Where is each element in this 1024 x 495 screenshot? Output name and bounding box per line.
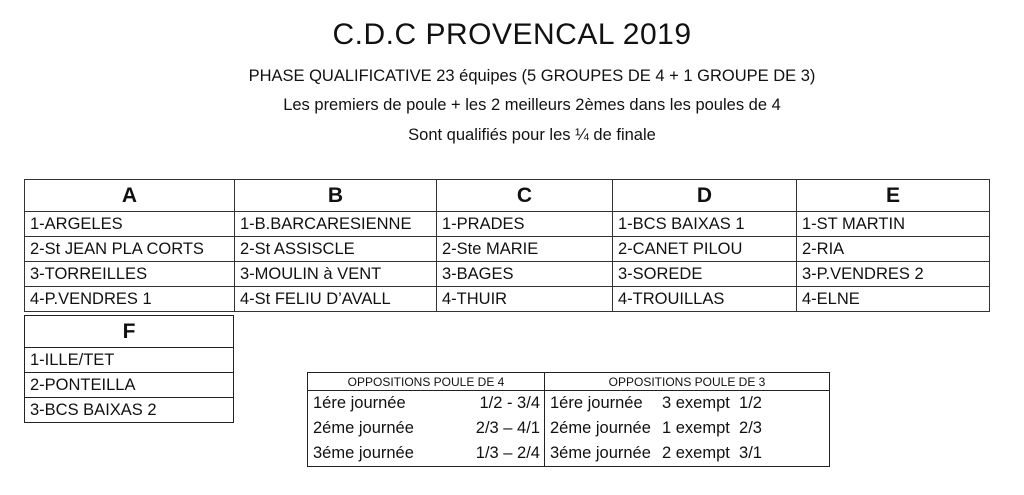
group-f-header-row bbox=[25, 316, 234, 348]
poule3-header: OPPOSITIONS POULE DE 3 bbox=[545, 373, 830, 391]
group-a-header: A bbox=[25, 180, 235, 212]
team-cell: 4-St FELIU D’AVALL bbox=[235, 287, 437, 312]
poule4-cell bbox=[308, 416, 545, 441]
poule3-cell bbox=[545, 391, 830, 417]
group-e-header: E bbox=[797, 180, 990, 212]
oppositions-table bbox=[307, 372, 830, 467]
subtitle-quarter-finals: Sont qualifiés pour les ¼ de finale bbox=[408, 126, 656, 144]
table-row bbox=[25, 373, 234, 398]
team-cell: 1-BCS BAIXAS 1 bbox=[613, 212, 797, 237]
team-cell: 2-CANET PILOU bbox=[613, 237, 797, 262]
subtitle-qualification-rule: Les premiers de poule + les 2 meilleurs 2èmes dans les poules de 4 bbox=[283, 96, 781, 114]
table-row bbox=[25, 212, 990, 237]
poule4-header: OPPOSITIONS POULE DE 4 bbox=[308, 373, 545, 391]
team-cell: 3-TORREILLES bbox=[25, 262, 235, 287]
table-row bbox=[308, 391, 830, 417]
table-row bbox=[25, 287, 990, 312]
day-label: 2éme journée bbox=[313, 419, 414, 437]
day-label: 3éme journée bbox=[313, 444, 414, 462]
team-cell: 3-SOREDE bbox=[613, 262, 797, 287]
poule3-cell bbox=[545, 441, 830, 467]
team-cell: 1-B.BARCARESIENNE bbox=[235, 212, 437, 237]
day-label: 3éme journée bbox=[550, 444, 651, 462]
table-row bbox=[25, 398, 234, 423]
table-row bbox=[25, 262, 990, 287]
match-value: 3 exempt 1/2 bbox=[662, 394, 762, 412]
team-cell: 3-BAGES bbox=[437, 262, 613, 287]
team-cell: 3-MOULIN à VENT bbox=[235, 262, 437, 287]
subtitle-phase: PHASE QUALIFICATIVE 23 équipes (5 GROUPES DE 4 + 1 GROUPE DE 3) bbox=[248, 67, 816, 85]
match-value: 2 exempt 3/1 bbox=[662, 444, 762, 462]
team-cell: 2-Ste MARIE bbox=[437, 237, 613, 262]
table-row bbox=[25, 348, 234, 373]
table-row bbox=[308, 441, 830, 467]
poule4-cell bbox=[308, 441, 545, 467]
day-label: 1ére journée bbox=[313, 394, 406, 412]
group-f-table bbox=[24, 315, 234, 423]
groups-table bbox=[24, 179, 990, 312]
team-cell: 2-RIA bbox=[797, 237, 990, 262]
team-cell: 2-PONTEILLA bbox=[25, 373, 234, 398]
team-cell: 3-BCS BAIXAS 2 bbox=[25, 398, 234, 423]
poule4-cell bbox=[308, 391, 545, 417]
match-value: 2/3 – 4/1 bbox=[475, 419, 540, 437]
team-cell: 1-ARGELES bbox=[25, 212, 235, 237]
group-b-header: B bbox=[235, 180, 437, 212]
oppositions-header-row bbox=[308, 373, 830, 391]
team-cell: 4-THUIR bbox=[437, 287, 613, 312]
match-value: 1 exempt 2/3 bbox=[662, 419, 762, 437]
team-cell: 3-P.VENDRES 2 bbox=[797, 262, 990, 287]
match-value: 1/3 – 2/4 bbox=[475, 444, 540, 462]
poule3-cell bbox=[545, 416, 830, 441]
match-value: 1/2 - 3/4 bbox=[479, 394, 540, 412]
group-c-header: C bbox=[437, 180, 613, 212]
document-title: C.D.C PROVENCAL 2019 bbox=[332, 18, 692, 51]
team-cell: 2-St ASSISCLE bbox=[235, 237, 437, 262]
group-f-header: F bbox=[25, 316, 234, 348]
table-row bbox=[308, 416, 830, 441]
table-row bbox=[25, 237, 990, 262]
team-cell: 1-ST MARTIN bbox=[797, 212, 990, 237]
groups-header-row bbox=[25, 180, 990, 212]
team-cell: 1-PRADES bbox=[437, 212, 613, 237]
day-label: 2éme journée bbox=[550, 419, 651, 437]
team-cell: 4-P.VENDRES 1 bbox=[25, 287, 235, 312]
team-cell: 1-ILLE/TET bbox=[25, 348, 234, 373]
team-cell: 4-TROUILLAS bbox=[613, 287, 797, 312]
team-cell: 2-St JEAN PLA CORTS bbox=[25, 237, 235, 262]
team-cell: 4-ELNE bbox=[797, 287, 990, 312]
group-d-header: D bbox=[613, 180, 797, 212]
day-label: 1ére journée bbox=[550, 394, 643, 412]
